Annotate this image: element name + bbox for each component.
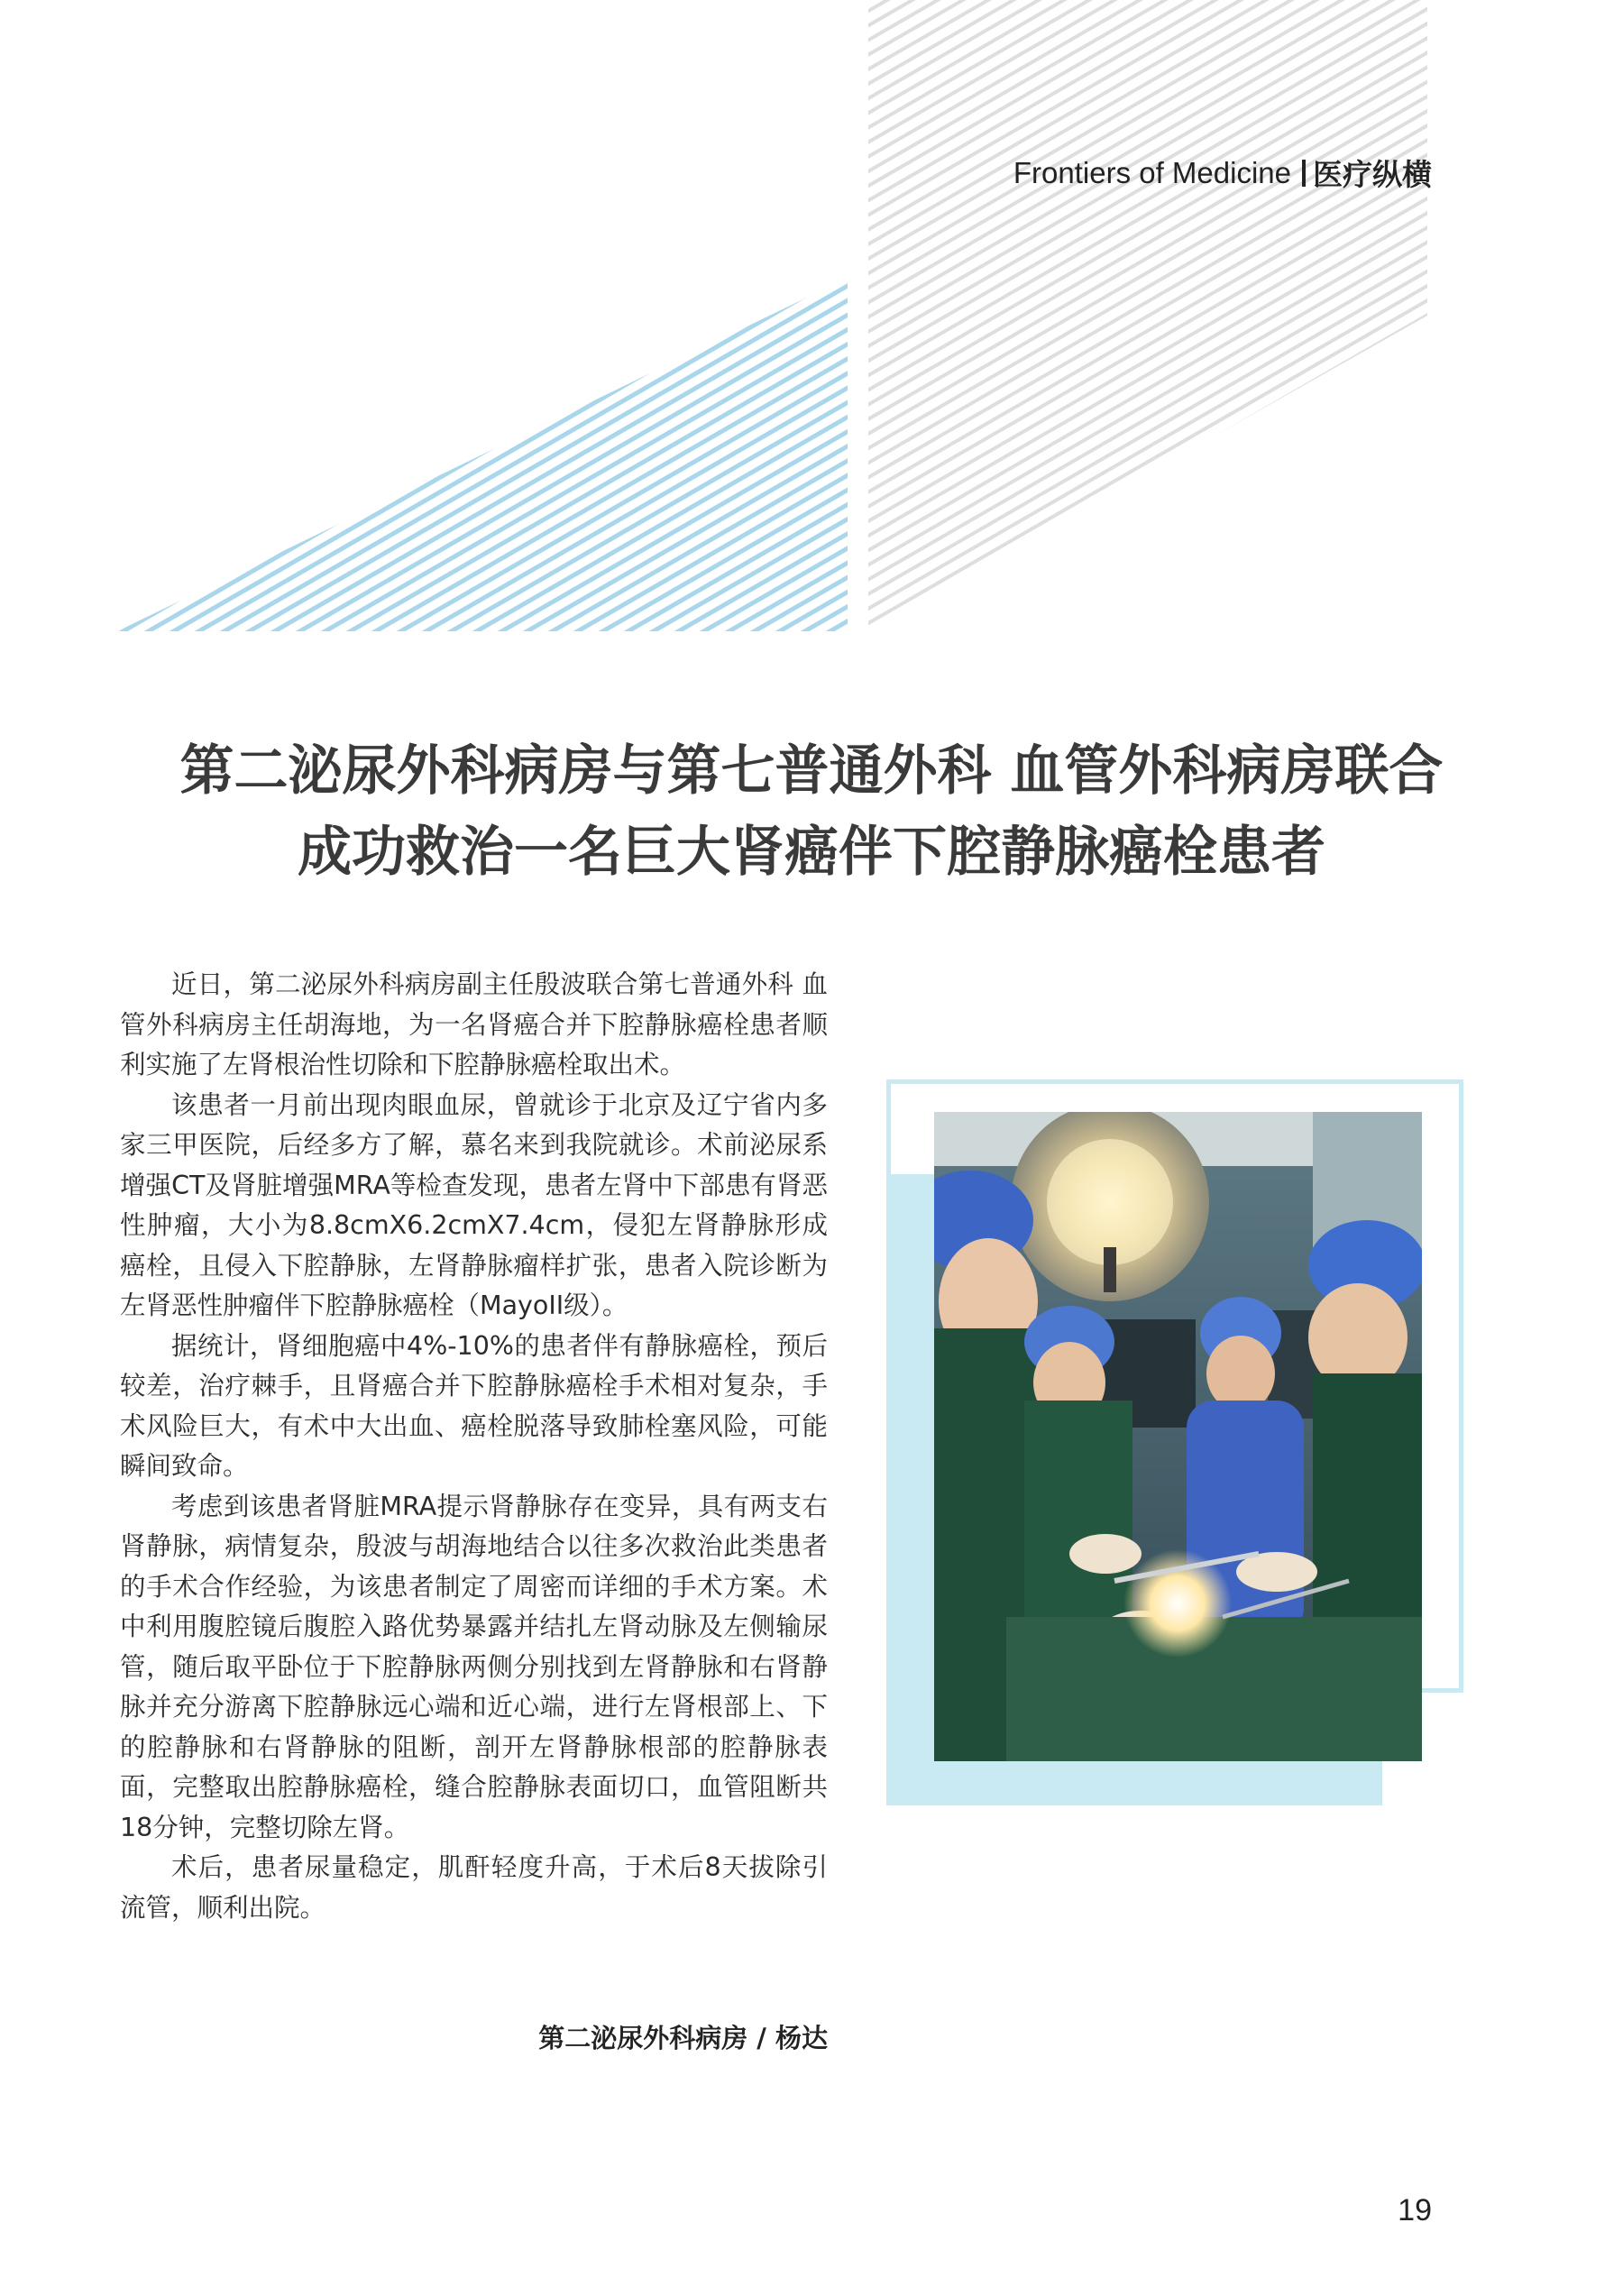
header-chinese: 医疗纵横 <box>1313 157 1432 192</box>
article-body <box>120 965 828 1928</box>
blue-stripe-triangle <box>117 278 848 631</box>
section-header <box>1013 152 1432 194</box>
byline: 第二泌尿外科病房 / 杨达 <box>538 2023 828 2053</box>
paragraph-4: 考虑到该患者肾脏MRA提示肾静脉存在变异，具有两支右肾静脉，病情复杂，殷波与胡海地结合以往多次救治此类患者的手术合作经验，为该患者制定了周密而详细的手术方案。术中利用腹腔镜后腹腔入路优势暴露并结扎左肾动脉及左侧输尿管，随后取平卧位于下腔静脉两侧分别找到左肾静脉和右肾静脉并充分游离下腔静脉远心端和近心端，进行左肾根部上、下的腔静脉和右肾静脉的阻断，剖开左肾静脉根部的腔静脉表面，完整取出腔静脉癌栓，缝合腔静脉表面切口，血管阻断共18分钟，完整切除左肾。 <box>120 1491 828 1842</box>
paragraph-3: 据统计，肾细胞癌中4%-10%的患者伴有静脉癌栓，预后较差，治疗棘手，且肾癌合并下腔静脉癌栓手术相对复杂，手术风险巨大，有术中大出血、癌栓脱落导致肺栓塞风险，可能瞬间致命。 <box>120 1330 828 1481</box>
article-title <box>0 730 1623 893</box>
decorative-stripes <box>0 0 1623 649</box>
page-number: 19 <box>1398 2193 1432 2227</box>
surgery-photo <box>934 1112 1422 1761</box>
grey-stripe-block <box>868 0 1427 631</box>
title-line-2: 成功救治一名巨大肾癌伴下腔静脉癌栓患者 <box>298 821 1325 884</box>
header-english: Frontiers of Medicine <box>1013 155 1291 189</box>
paragraph-2: 该患者一月前出现肉眼血尿，曾就诊于北京及辽宁省内多家三甲医院，后经多方了解，慕名来到我院就诊。术前泌尿系增强CT及肾脏增强MRA等检查发现，患者左肾中下部患有肾恶性肿瘤，大小为8.8cmX6.2cmX7.4cm，侵犯左肾静脉形成癌栓，且侵入下腔静脉，左肾静脉瘤样扩张，患者入院诊断为左肾恶性肿瘤伴下腔静脉癌栓（MayoII级）。 <box>120 1089 828 1320</box>
paragraph-1: 近日，第二泌尿外科病房副主任殷波联合第七普通外科 血管外科病房主任胡海地，为一名肾癌合并下腔静脉癌栓患者顺利实施了左肾根治性切除和下腔静脉癌栓取出术。 <box>120 969 828 1079</box>
paragraph-5: 术后，患者尿量稳定，肌酐轻度升高，于术后8天拔除引流管，顺利出院。 <box>120 1852 828 1923</box>
header-separator <box>1302 160 1306 187</box>
title-line-1: 第二泌尿外科病房与第七普通外科 血管外科病房联合 <box>179 739 1444 803</box>
surgery-illustration <box>934 1112 1422 1761</box>
